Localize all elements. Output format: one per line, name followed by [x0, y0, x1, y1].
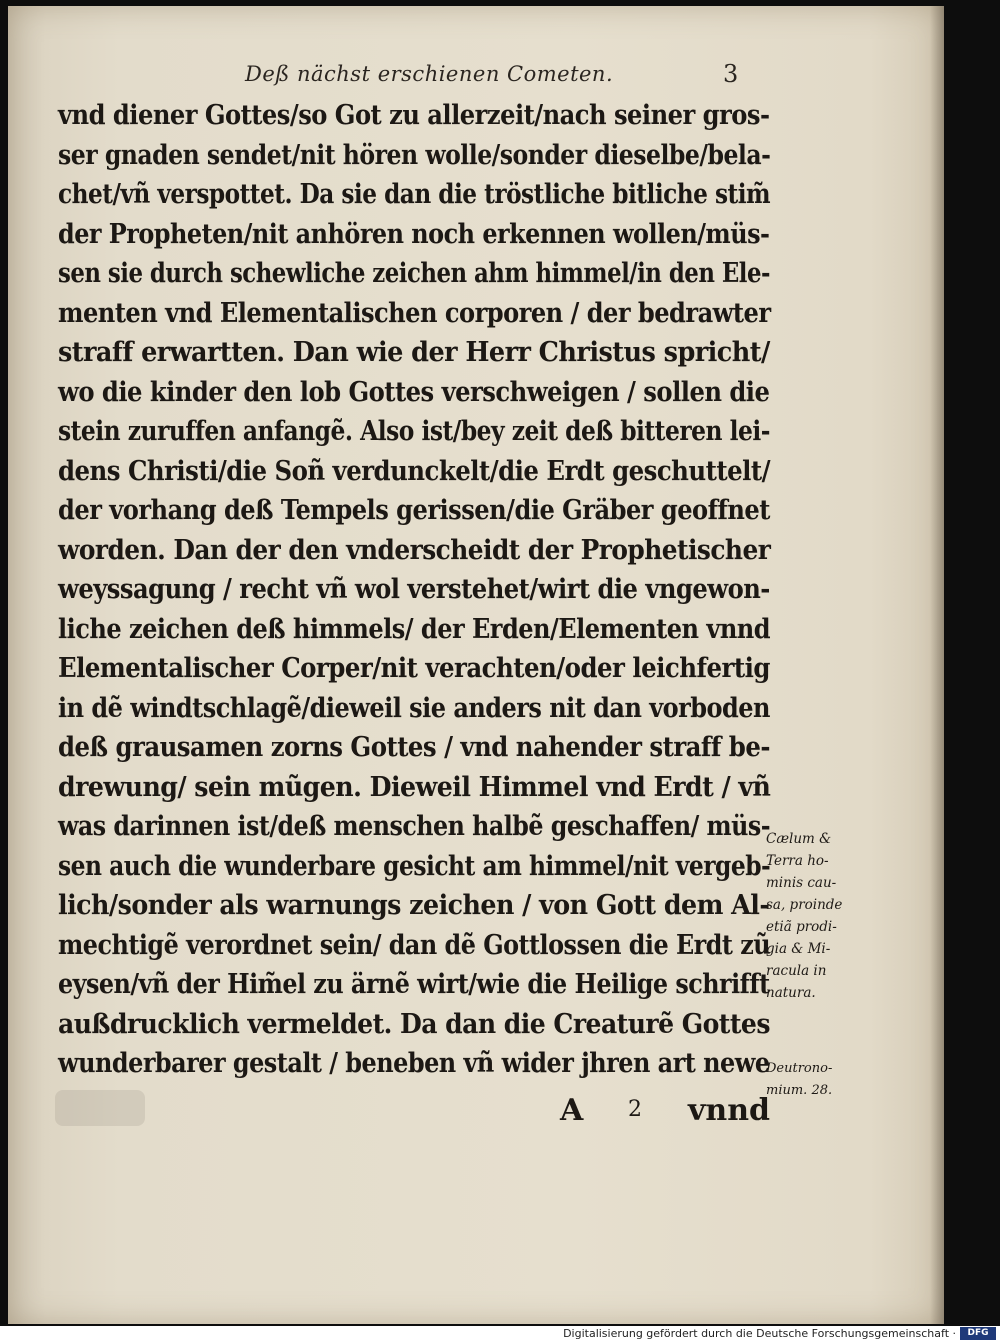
page-number: 3: [723, 60, 739, 88]
reference-note-line: Deutrono-: [766, 1061, 833, 1076]
reference-note: [766, 1058, 876, 1102]
margin-note-line: natura.: [766, 985, 816, 1001]
text-line: Elementalischer Corper/nit verachten/oder leichfertig: [58, 652, 770, 684]
text-line: straff erwartten. Dan wie der Herr Christus spricht/: [58, 336, 770, 368]
text-line: mechtigẽ verordnet sein/ dan dẽ Gottlossen die Erdt zũ: [58, 928, 771, 961]
text-line: sen sie durch schewliche zeichen ahm himmel/in den Ele-: [58, 257, 770, 289]
text-line: deß grausamen zorns Gottes / vnd nahender straff be-: [58, 731, 770, 763]
text-line: wunderbarer gestalt / beneben vñ wider jhren art newe: [58, 1047, 770, 1079]
margin-note-line: sa, proinde: [766, 897, 843, 913]
text-line: außdrucklich vermeldet. Da dan die Creaturẽ Gottes: [58, 1007, 770, 1040]
catchline: [560, 1093, 780, 1133]
margin-note: [766, 828, 876, 1004]
text-line: liche zeichen deß himmels/ der Erden/Elementen vnnd: [58, 612, 771, 645]
text-line: drewung/ sein mũgen. Dieweil Himmel vnd Erdt / vñ: [58, 770, 771, 803]
text-line: wo die kinder den lob Gottes verschweigen / sollen die: [58, 375, 770, 408]
text-line: sen auch die wunderbare gesicht am himmel/nit vergeb-: [58, 849, 771, 882]
text-line: in dẽ windtschlagẽ/dieweil sie anders nit dan vorboden: [58, 691, 770, 724]
text-line: was darinnen ist/deß menschen halbẽ geschaffen/ müs-: [58, 810, 771, 842]
body-text: [58, 96, 773, 1084]
signature-mark: A: [560, 1093, 584, 1128]
ink-bleed: [55, 1090, 145, 1126]
margin-note-line: minis cau-: [766, 875, 837, 891]
text-line: vnd diener Gottes/so Got zu allerzeit/nach seiner gros-: [58, 99, 770, 131]
margin-note-line: Terra ho-: [766, 853, 829, 869]
text-line: der vorhang deß Tempels gerissen/die Gräber geoffnet: [58, 494, 770, 526]
margin-note-line: Cælum &: [766, 831, 832, 847]
reference-note-line: mium. 28.: [766, 1083, 833, 1098]
text-line: chet/vñ verspottet. Da sie dan die tröstliche bitliche stim̃: [58, 178, 771, 210]
catchword: vnnd: [688, 1093, 771, 1128]
text-line: stein zuruffen anfangẽ. Also ist/bey zeit deß bitteren lei-: [58, 415, 770, 447]
margin-note-line: racula in: [766, 963, 827, 979]
text-line: dens Christi/die Soñ verdunckelt/die Erdt geschuttelt/: [58, 454, 770, 487]
text-line: weyssagung / recht vñ wol verstehet/wirt die vngewon-: [58, 573, 770, 605]
text-line: eysen/vñ der Him̃el zu ärnẽ wirt/wie die Heilige schrifft: [58, 968, 770, 1000]
dfg-logo: DFG: [960, 1327, 996, 1340]
text-line: ser gnaden sendet/nit hören wolle/sonder dieselbe/bela-: [58, 138, 771, 171]
margin-note-line: gia & Mi-: [766, 941, 831, 957]
page-edge-shadow: [930, 6, 944, 1324]
margin-note-line: etiã prodi-: [766, 919, 837, 935]
signature-number: 2: [628, 1097, 642, 1122]
text-line: der Propheten/nit anhören noch erkennen wollen/müs-: [58, 217, 770, 250]
text-line: worden. Dan der den vnderscheidt der Prophetischer: [58, 533, 771, 566]
running-title: Deß nächst erschienen Cometen.: [245, 62, 614, 86]
text-line: menten vnd Elementalischen corporen / der bedrawter: [58, 296, 771, 329]
page-header: [245, 62, 745, 92]
text-line: lich/sonder als warnungs zeichen / von Gott dem Al-: [58, 889, 770, 921]
footer-bar: [0, 1326, 1000, 1342]
funding-notice: Digitalisierung gefördert durch die Deutsche Forschungsgemeinschaft ·: [563, 1327, 956, 1340]
